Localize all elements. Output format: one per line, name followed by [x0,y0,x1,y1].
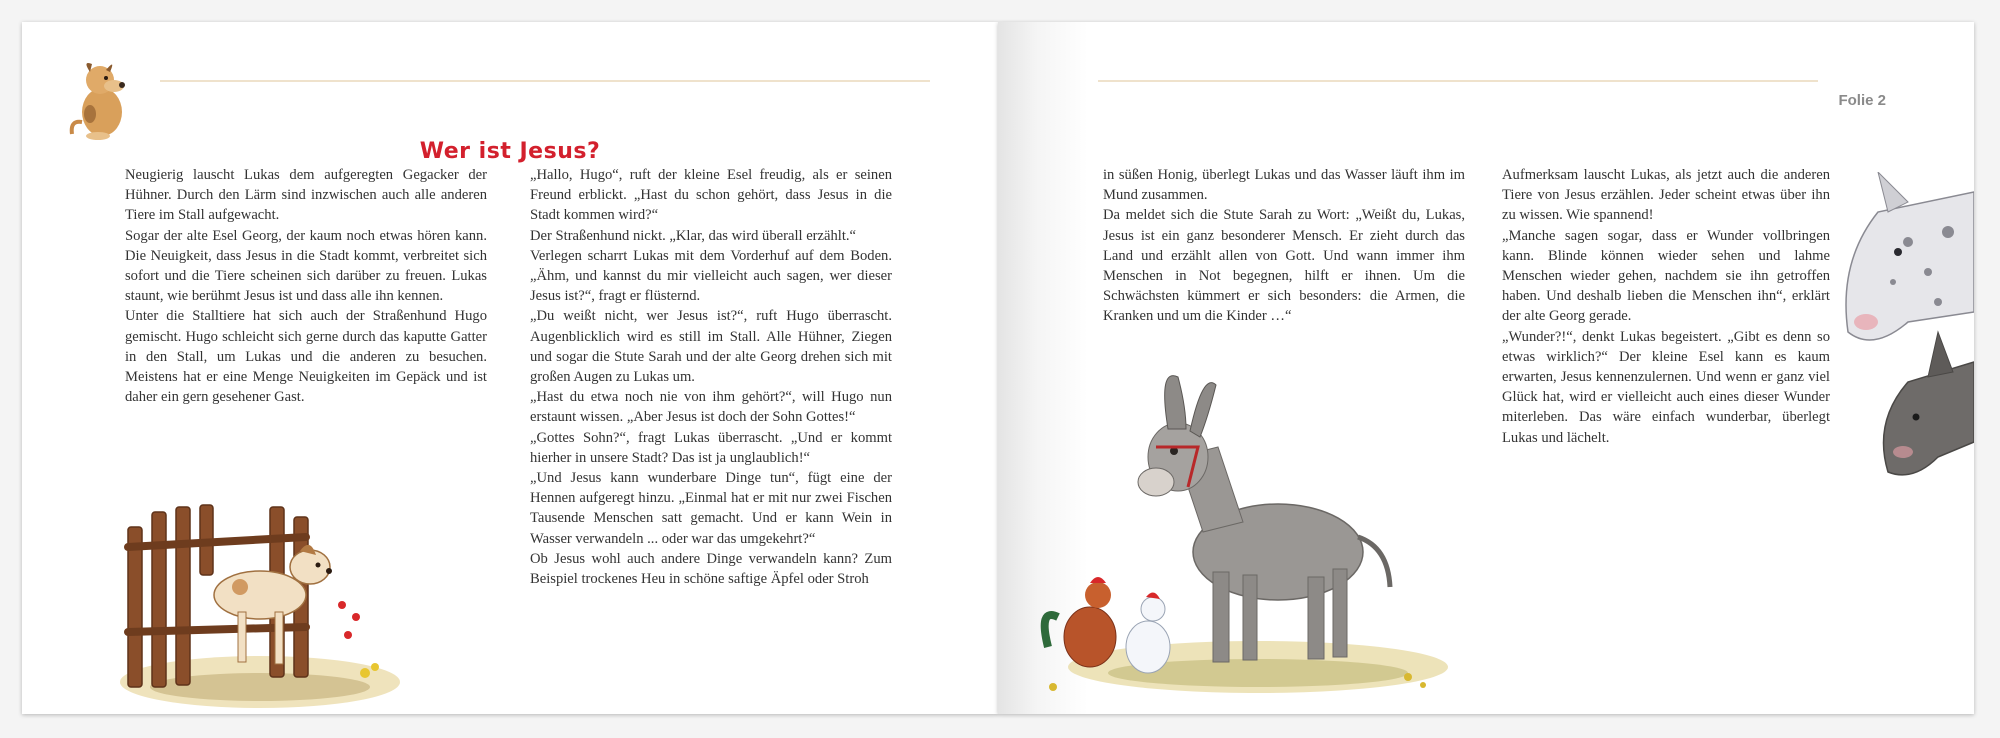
paragraph: „Manche sagen sogar, dass er Wunder vollbringen kann. Blinde können wieder sehen und lahme Menschen wieder gehen, nachdem sie ihn getroffen haben. Und deshalb lieben die Menschen ihn“, erklärt der alte Georg gerade. [1502,227,1830,325]
paragraph: Verlegen scharrt Lukas mit dem Vorderhuf auf dem Boden. „Ähm, und kannst du mir vielleicht auch sagen, wer dieser Jesus ist?“, fragt er flüsternd. [530,247,892,305]
fence-dog-illustration [110,467,410,717]
right-column-2 [1502,165,1830,448]
header-rule [1098,80,1818,82]
left-column-2 [530,165,892,589]
paragraph: „Gottes Sohn?“, fragt Lukas überrascht. „Und er kommt hierher in unsere Stadt? Das ist ja unglaublich!“ [530,429,892,466]
horse-donkey-heads-illustration [1818,172,1974,502]
paragraph: Ob Jesus wohl auch andere Dinge verwandeln kann? Zum Beispiel trockenes Heu in schöne saftige Äpfel oder Stroh [530,550,892,588]
left-column-1 [125,165,487,407]
dog-corner-illustration [62,50,140,144]
paragraph: „Hast du etwa noch nie von ihm gehört?“, will Hugo nun erstaunt wissen. „Aber Jesus ist doch der Sohn Gottes!“ [530,389,892,426]
paragraph: in süßen Honig, überlegt Lukas und das Wasser läuft ihm im Mund zusammen. [1103,167,1465,204]
paragraph: „Wunder?!“, denkt Lukas begeistert. „Gibt es denn so etwas wirklich?“ Der kleine Esel kann es kaum erwarten, Jesus kennenzulernen. Und wenn er ganz viel Glück hat, wird er vielleicht auch eines dieser Wunder miterleben. Das wäre einfach wunderbar, überlegt Lukas und lächelt. [1502,328,1830,446]
paragraph: „Hallo, Hugo“, ruft der kleine Esel freudig, als er seinen Freund erblickt. „Hast du schon gehört, dass Jesus in die Stadt kommen wird?“ [530,167,892,224]
right-column-1 [1103,165,1465,327]
paragraph: Sogar der alte Esel Georg, der kaum noch etwas hören kann. Die Neuigkeit, dass Jesus in die Stadt kommt, verbreitet sich sofort und die Tiere scheinen sich darüber zu freuen. Lukas staunt, wie berühmt Jesus ist und dass alle ihn kennen. [125,227,487,305]
slide-label: Folie 2 [1838,92,1886,109]
paragraph: Da meldet sich die Stute Sarah zu Wort: „Weißt du, Lukas, Jesus ist ein ganz besonderer Mensch. Er zieht durch das Land und erzählt allen von Gott. Und wann immer ihm Menschen in Not begegnen, hilft er ihnen. Um die Schwächsten kümmert er sich besonders: die Armen, die Kranken und um die Kinder …“ [1103,207,1465,325]
paragraph: Der Straßenhund nickt. „Klar, das wird überall erzählt.“ [530,227,857,244]
paragraph: „Du weißt nicht, wer Jesus ist?“, ruft Hugo überrascht. Augenblicklich wird es still im Stall. Alle Hühner, Ziegen und sogar die Stute Sarah und der alte Georg drehen sich mit großen Augen zu Lukas um. [530,308,892,386]
page-title: Wer ist Jesus? [419,139,601,164]
paragraph: „Und Jesus kann wunderbare Dinge tun“, fügt eine der Hennen aufgeregt hinzu. „Einmal hat er mit nur zwei Fischen Tausende Menschen satt gemacht. Und er kann Wein in Wasser verwandeln ... oder war das umgekehrt?“ [530,470,892,547]
paragraph: Aufmerksam lauscht Lukas, als jetzt auch die anderen Tiere von Jesus erzählen. Jeder scheint etwas über ihn zu wissen. Wie spannend! [1502,167,1830,224]
donkey-chickens-illustration [1028,347,1448,717]
left-page [22,22,998,714]
paragraph: Neugierig lauscht Lukas dem aufgeregten Gegacker der Hühner. Durch den Lärm sind inzwischen auch alle anderen Tiere im Stall aufgewacht. [125,167,487,224]
paragraph: Unter die Stalltiere hat sich auch der Straßenhund Hugo gemischt. Hugo schleicht sich gerne durch das kaputte Gatter in den Stall, um Lukas und die anderen zu besuchen. Meistens hat er eine Menge Neuigkeiten im Gepäck und ist daher ein gern gesehener Gast. [125,308,487,406]
right-page [998,22,1974,714]
header-rule [160,80,930,82]
